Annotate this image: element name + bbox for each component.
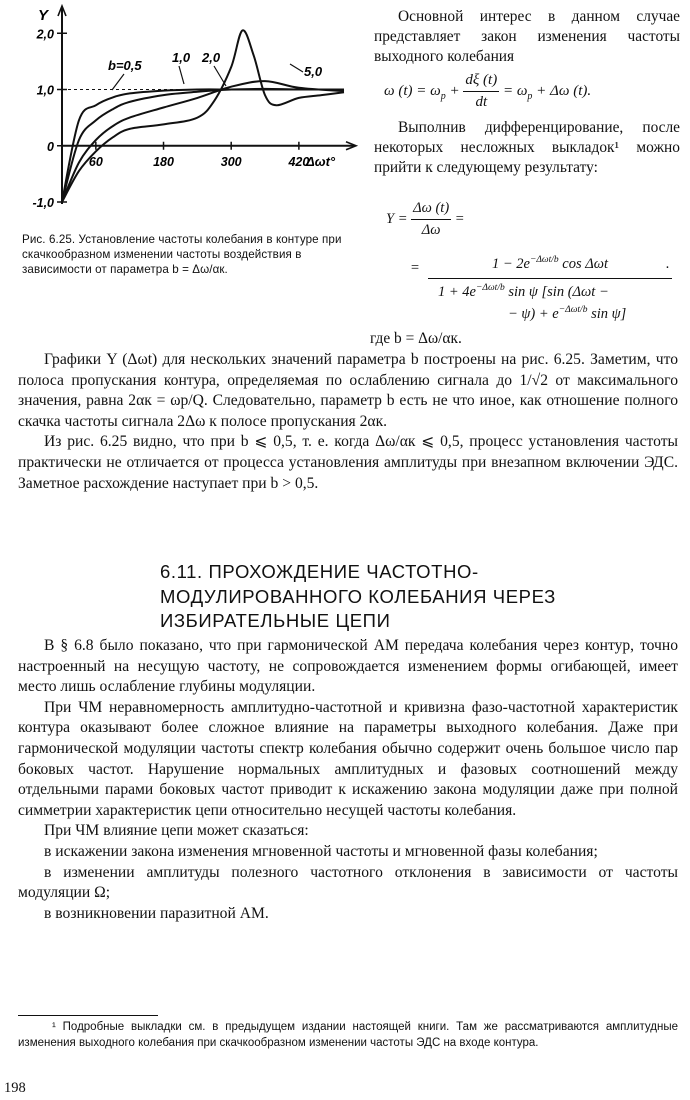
footnote-text: ¹ Подробные выкладки см. в предыдущем издании настоящей книги. Там же рассматриваются амплитудные изменения выходного колебания при скачкообразном изменении частоты ЭДС на входе контура. (18, 1021, 678, 1049)
curve-label-leader (179, 66, 184, 84)
curve-3 (62, 81, 344, 202)
equation-y-denominator-2: − $\psi) + e^{-\Delta\omega t/b}$ sin ψ] (508, 305, 627, 322)
chart-axes (58, 6, 356, 204)
list-item: в возникновении паразитной АМ. (44, 904, 269, 922)
chart-labels (38, 7, 336, 169)
x-tick-label: 300 (220, 154, 242, 169)
equation-y-result: Y = $\frac{\Delta\omega (t)}{\Delta\omega}$ = = $1 - 2e^{-\Delta\omega t/b}$ cos Δωt . $1 + 4e^{-\Delta\omega t/b}$ sin ψ [sin (Δωt − − $\psi) + e^{-\Delta\omega t/b}$ sin ψ] (380, 200, 686, 335)
equation-y-lhs: Y = $\frac{\Delta\omega (t)}{\Delta\omega}$ = (386, 200, 465, 238)
heading-line-3: ИЗБИРАТЕЛЬНЫЕ ЦЕПИ (160, 610, 391, 632)
section-heading (160, 560, 600, 634)
curve-label-leader (214, 66, 226, 86)
equation-y-numerator: $1 - 2e^{-\Delta\omega t/b}$ cos Δωt (491, 255, 609, 272)
paragraph-fig-conclusion: Из рис. 6.25 видно, что при b ⩽ 0,5, т. е. когда Δω/αк ⩽ 0,5, процесс установления частоты практически не отличается от процесса установления амплитуды при внезапном включении ЭДС. Заметное расхождение наступает при b > 0,5. (18, 433, 678, 492)
y-tick-label: -1,0 (32, 196, 54, 210)
frequency-settling-chart (4, 4, 364, 226)
paragraph-graphs: Графики Y (Δωt) для нескольких значений параметра b построены на рис. 6.25. Заметим, что полоса пропускания контура, определяемая по ослаблению сигнала до 1/√2 от максимального значения, равна 2αк = ωр/Q. Следовательно, параметр b есть не что иное, как отношение полного скачка частоты сигнала 2Δω к полосе пропускания 2αк. (18, 351, 678, 430)
equation-frequency-law: ω $(t) = \omega_р$ + $\frac{d\xi (t)}{dt}$ = $\omega_р + \Delta\omega$ (t). (384, 72, 592, 110)
paragraph-fm-distortion: При ЧМ неравномерность амплитудно-частотной и кривизна фазо-частотной характеристик контура оказывают более сложное влияние на параметры выходного колебания. Даже при гармонической модуляции частоты спектр колебания обычно содержит очень большое число пар боковых частот. Нарушение нормальных амплитудных и фазовых соотношений между отдельными парами боковых частот приводит к искажению закона модуляции даже при полной симметрии характеристик цепи относительно несущей частоты колебания. (18, 698, 678, 819)
paragraph-fm-effects: При ЧМ влияние цепи может сказаться: (44, 822, 309, 840)
curve-label: b=0,5 (108, 58, 142, 73)
y-tick-label: 0 (47, 139, 54, 154)
footnote (18, 1019, 678, 1051)
y-tick-label: 1,0 (36, 83, 54, 98)
x-tick-label: 420 (288, 154, 310, 169)
where-clause: где b = Δω/αк. (370, 330, 462, 347)
list-item: в искажении закона изменения мгновенной частоты и мгновенной фазы колебания; (44, 842, 598, 860)
heading-line-2: МОДУЛИРОВАННОГО КОЛЕБАНИЯ ЧЕРЕЗ (160, 585, 556, 607)
paragraph-am-transfer: В § 6.8 было показано, что при гармонической АМ передача колебания через контур, точно настроенный на несущую частоту, не сопровождается изменением формы огибающей, имеет место лишь ослабление глубины модуляции. (18, 637, 678, 696)
curve-label: 5,0 (304, 64, 323, 79)
x-tick-label: 60 (88, 154, 103, 169)
curve-label-leader (290, 64, 303, 72)
page-number: 198 (4, 1080, 26, 1096)
differentiation-paragraph (374, 118, 680, 178)
y-tick-label: 2,0 (36, 27, 54, 42)
y-axis-label: Y (38, 7, 49, 24)
differentiation-text: Выполнив дифференцирование, после некоторых несложных выкладок¹ можно прийти к следующему результату: (374, 119, 680, 176)
intro-text: Основной интерес в данном случае представляет закон изменения частоты выходного колебания (374, 8, 680, 65)
curve-label-leader (112, 74, 124, 90)
derivative-fraction: $\frac{d\xi (t)}{dt}$ (465, 72, 498, 110)
heading-line-1: 6.11. ПРОХОЖДЕНИЕ ЧАСТОТНО- (160, 561, 479, 582)
x-tick-label: 180 (153, 154, 174, 169)
list-item: в изменении амплитуды полезного частотного отклонения в зависимости от частоты модуляции Ω; (18, 863, 678, 902)
curve-label: 1,0 (172, 50, 191, 65)
section-body (18, 636, 678, 924)
x-axis-label: Δωt° (306, 153, 336, 169)
intro-paragraph (374, 7, 680, 67)
equation-text: ω $(t) = \omega_р$ + (384, 82, 464, 102)
figure-6-25 (4, 4, 364, 226)
curve-label: 2,0 (202, 50, 221, 65)
footnote-rule (18, 1015, 158, 1016)
graphs-paragraphs (18, 350, 678, 494)
figure-caption: Рис. 6.25. Установление частоты колебания в контуре при скачкообразном изменении частоты воздействия в зависимости от параметра b = Δω/αк. (22, 233, 342, 277)
equation-y-denominator-1: $1 + 4e^{-\Delta\omega t/b}$ sin ψ [sin (Δωt − (438, 283, 609, 300)
chart-ticks (32, 27, 309, 210)
